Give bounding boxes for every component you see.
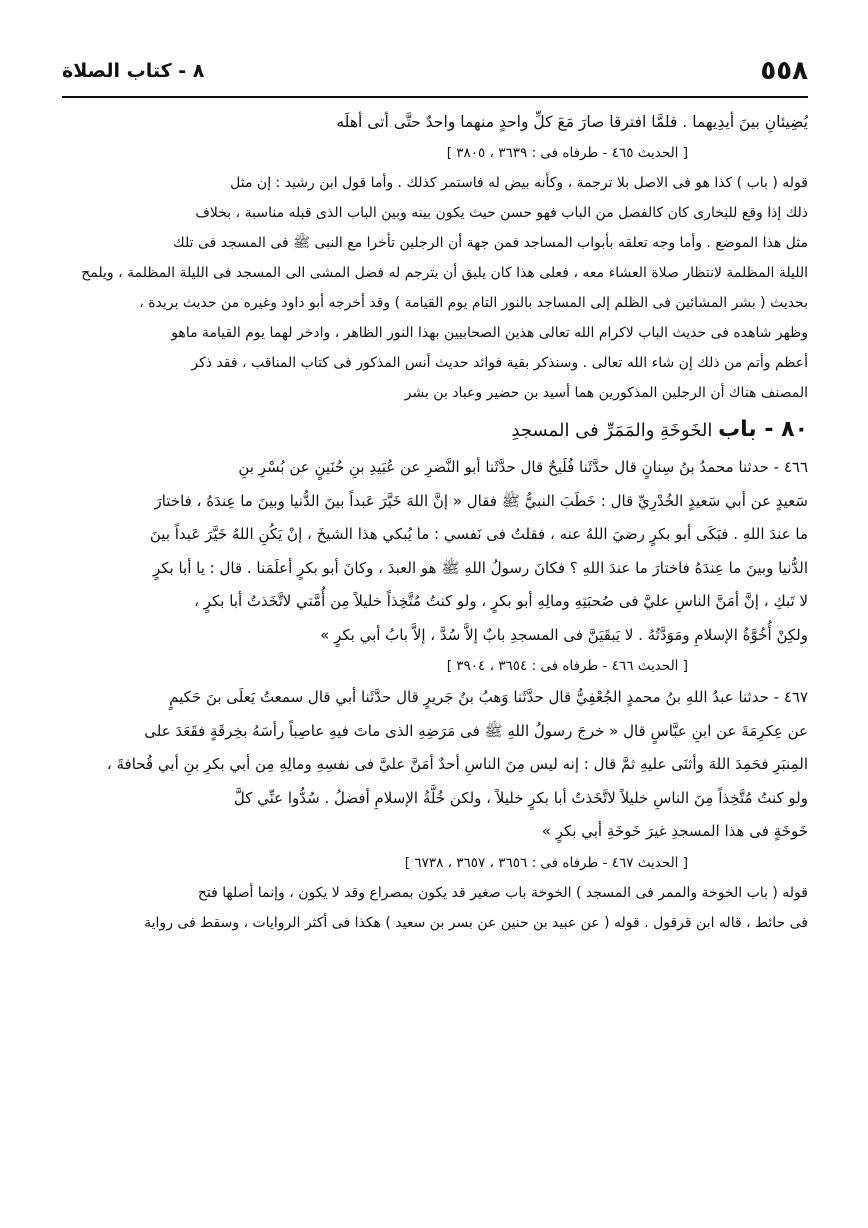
commentary-line: قوله ( باب الخوخة والممر فى المسجد ) الخوخة باب صغير قد يكون بمصراع وقد لا يكون ، وإنما أصلها فتح <box>197 884 808 901</box>
hadith-text-line: ولو كنتُ مُتَّخِذاً مِنَ الناسِ خليلاً لاتَّخَذتُ أبا بكرٍ خليلاً ، ولكن خُلَّةُ الإسلامِ أفضلُ . سُدُّوا عنِّي كلَّ <box>233 788 808 807</box>
chapter-heading <box>62 410 808 451</box>
commentary-line: قوله ( باب ) كذا هو فى الاصل بلا ترجمة ، وكأنه بيض له فاستمر كذلك . وأما قول ابن رشيد : إن مثل <box>230 175 808 191</box>
hadith-text-line: عن عِكرِمَةَ عن ابنِ عبَّاسٍ قال « خرجَ رسولُ اللهِ ﷺ فى مَرَضِهِ الذى ماتَ فيهِ عاصِباً رأسَهُ بخِرقَةٍ فقَعَدَ على <box>144 721 808 740</box>
commentary-line: أعظم وأتم من ذلك إن شاء الله تعالى . وسنذكر بقية فوائد حديث أنس المذكور فى كتاب المناقب ، فقد ذكر <box>191 355 808 371</box>
page-number: ٥٥٨ <box>760 56 808 86</box>
hadith-text-line: لا تَبكِ ، إنَّ أمَنَّ الناسِ عليَّ فى صُحبَتِهِ ومالِهِ أبو بكرٍ ، ولو كنتُ مُتَّخِذاً خليلاً مِن أُمَّتي لاتَّخَذتُ أبا بكرٍ ، <box>194 592 808 610</box>
chapter-title: الخَوخَةِ والمَمَرِّ فى المسجدِ <box>511 420 713 441</box>
hadith-text-line: ولكِنْ أُخُوَّةُ الإسلامِ ومَوَدَّتُهُ . لا يَبقَيَنَّ فى المسجدِ بابٌ إلاَّ سُدَّ ، إلاَّ بابُ أبي بكرٍ » <box>320 625 808 644</box>
hadith-text-line: خَوخَةٍ فى هذا المسجدِ غيرَ خَوخَةِ أبي بكرٍ » <box>541 822 808 840</box>
running-title: ٨ - كتاب الصلاة <box>62 60 205 82</box>
commentary-line: بحديث ( بشر المشائين فى الظلم إلى المساجد بالنور التام يوم القيامة ) وقد أخرجه أبو داود وغيره من حديث بريدة ، <box>139 295 808 311</box>
hadith-text-line: الدُّنيا وبينَ ما عِندَهُ فاختارَ ما عندَ اللهِ ؟ فكانَ رسولُ اللهِ ﷺ هو العبدَ ، وكانَ أبو بكرٍ أعلَمَنا . قال : يا أبا بكرٍ <box>152 558 808 577</box>
hadith-text-line: المِنبَرِ فحَمِدَ اللهَ وأثنَى عليهِ ثمَّ قال : إنه ليس مِنَ الناسِ أحدٌ أمَنَّ عليَّ فى نفسِهِ ومالِهِ مِن أبي بكرِ بنِ أبي قُحافةَ ، <box>106 755 808 773</box>
page-body <box>62 106 808 938</box>
chapter-number: ٨٠ - باب <box>718 417 808 442</box>
hadith-text-line: ٤٦٧ - حدثنا عبدُ اللهِ بنُ محمدٍ الجُعْفِيُّ قال حدَّثَنا وَهبُ بنُ جَريرٍ قال حدَّثَنا أبي قال سمعتُ يَعلَى بنَ حَكيمٍ <box>169 688 808 706</box>
header-rule <box>62 96 808 98</box>
hadith-reference: [ الحديث ٤٦٥ - طرفاه فى : ٣٦٣٩ ، ٣٨٠٥ ] <box>446 145 688 161</box>
hadith-text-line: سَعيدٍ عن أبي سَعيدٍ الخُدْرِيِّ قال : خَطَبَ النبيُّ ﷺ فقال « إنَّ اللهَ خَيَّرَ عَبداً بينَ الدُّنيا وبينَ ما عِندَهُ ، فاختارَ <box>154 491 808 510</box>
commentary-line: المصنف هناك أن الرجلين المذكورين هما أسيد بن حضير وعباد بن بشر <box>404 385 808 401</box>
hadith-reference: [ الحديث ٤٦٦ - طرفاه فى : ٣٦٥٤ ، ٣٩٠٤ ] <box>446 658 688 674</box>
commentary-line: مثل هذا الموضع . وأما وجه تعلقه بأبواب المساجد فمن جهة أن الرجلين تأخرا مع النبى ﷺ فى المسجد فى تلك <box>173 235 808 251</box>
hadith-text-line: ٤٦٦ - حدثنا محمدُ بنُ سِنانٍ قال حدَّثَنا فُلَيحٌ قال حدَّثَنا أبو النَّضرِ عن عُبَيدِ بنِ حُنَينٍ عن بُسْرِ بنِ <box>238 458 808 476</box>
commentary-line: فى حائط ، قاله ابن قرقول . قوله ( عن عبيد بن حنين عن بسر بن سعيد ) هكذا فى أكثر الروايات ، وسقط فى رواية <box>144 914 808 931</box>
commentary-line: الليلة المظلمة لانتظار صلاة العشاء معه ، فعلى هذا كان يليق أن يترجم له فضل المشى الى المسجد فى الليلة المظلمة ، ويلمح <box>81 265 808 281</box>
commentary-line: ذلك إذا وقع للبخارى كان كالفصل من الباب فهو حسن حيث يكون بينه وبين الباب الذى قبله مناسبة ، بخلاف <box>195 205 808 221</box>
hadith-reference: [ الحديث ٤٦٧ - طرفاه فى : ٣٦٥٦ ، ٣٦٥٧ ، ٦٧٣٨ ] <box>404 854 688 871</box>
hadith-text-line: يُضِيئانِ بينَ أيدِيهما . فلمَّا افترقا صارَ مَعَ كلِّ واحدٍ منهما واحدٌ حتَّى أتى أهلَه <box>336 113 808 131</box>
page-header <box>62 52 808 94</box>
hadith-text-line: ما عندَ اللهِ . فبَكَى أبو بكرٍ رضيَ اللهُ عنه ، فقلتُ فى نَفسي : ما يُبكي هذا الشيخَ ، إنْ يَكُنِ اللهُ خَيَّرَ عَبداً بينَ <box>149 525 808 543</box>
commentary-line: وظهر شاهده فى حديث الباب لاكرام الله تعالى هذين الصحابيين بهذا النور الظاهر ، وادخر لهما يوم القيامة ماهو <box>171 325 808 341</box>
